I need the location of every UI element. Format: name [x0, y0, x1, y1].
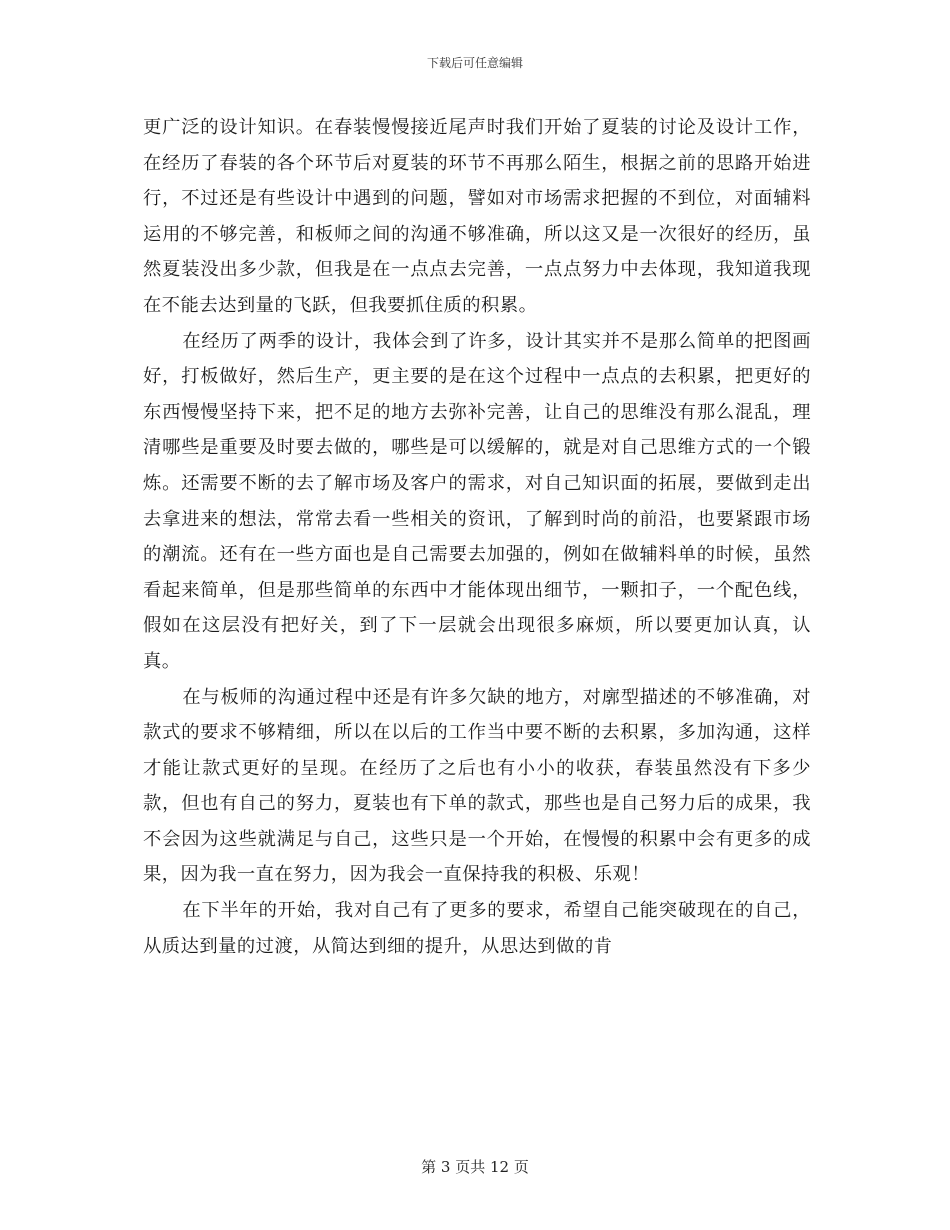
paragraph-continuation: 更广泛的设计知识。在春装慢慢接近尾声时我们开始了夏装的讨论及设计工作，在经历了春装的各个环节后对夏装的环节不再那么陌生，根据之前的思路开始进行，不过还是有些设计中遇到的问题，譬如对市场需求把握的不到位，对面辅料运用的不够完善，和板师之间的沟通不够准确，所以这又是一次很好的经历，虽然夏装没出多少款，但我是在一点点去完善，一点点努力中去体现，我知道我现在不能去达到量的飞跃，但我要抓住质的积累。 — [143, 117, 811, 316]
document-body — [143, 110, 811, 964]
page-header-note: 下载后可任意编辑 — [426, 56, 523, 70]
paragraph: 在经历了两季的设计，我体会到了许多，设计其实并不是那么简单的把图画好，打板做好，然后生产，更主要的是在这个过程中一点点的去积累，把更好的东西慢慢坚持下来，把不足的地方去弥补完善，让自己的思维没有那么混乱，理清哪些是重要及时要去做的，哪些是可以缓解的，就是对自己思维方式的一个锻炼。还需要不断的去了解市场及客户的需求，对自己知识面的拓展，要做到走出去拿进来的想法，常常去看一些相关的资讯，了解到时尚的前沿，也要紧跟市场的潮流。还有在一些方面也是自己需要去加强的，例如在做辅料单的时候，虽然看起来简单，但是那些简单的东西中才能体现出细节，一颗扣子，一个配色线，假如在这层没有把好关，到了下一层就会出现很多麻烦，所以要更加认真，认真。 — [143, 330, 811, 672]
paragraph: 在与板师的沟通过程中还是有许多欠缺的地方，对廓型描述的不够准确，对款式的要求不够精细，所以在以后的工作当中要不断的去积累，多加沟通，这样才能让款式更好的呈现。在经历了之后也有小小的收获，春装虽然没有下多少款，但也有自己的努力，夏装也有下单的款式，那些也是自己努力后的成果，我不会因为这些就满足与自己，这些只是一个开始，在慢慢的积累中会有更多的成果，因为我一直在努力，因为我会一直保持我的积极、乐观！ — [143, 686, 811, 886]
page-number-footer: 第 3 页共 12 页 — [421, 1158, 529, 1176]
paragraph: 在下半年的开始，我对自己有了更多的要求，希望自己能突破现在的自己，从质达到量的过渡，从简达到细的提升，从思达到做的肯 — [143, 900, 811, 957]
